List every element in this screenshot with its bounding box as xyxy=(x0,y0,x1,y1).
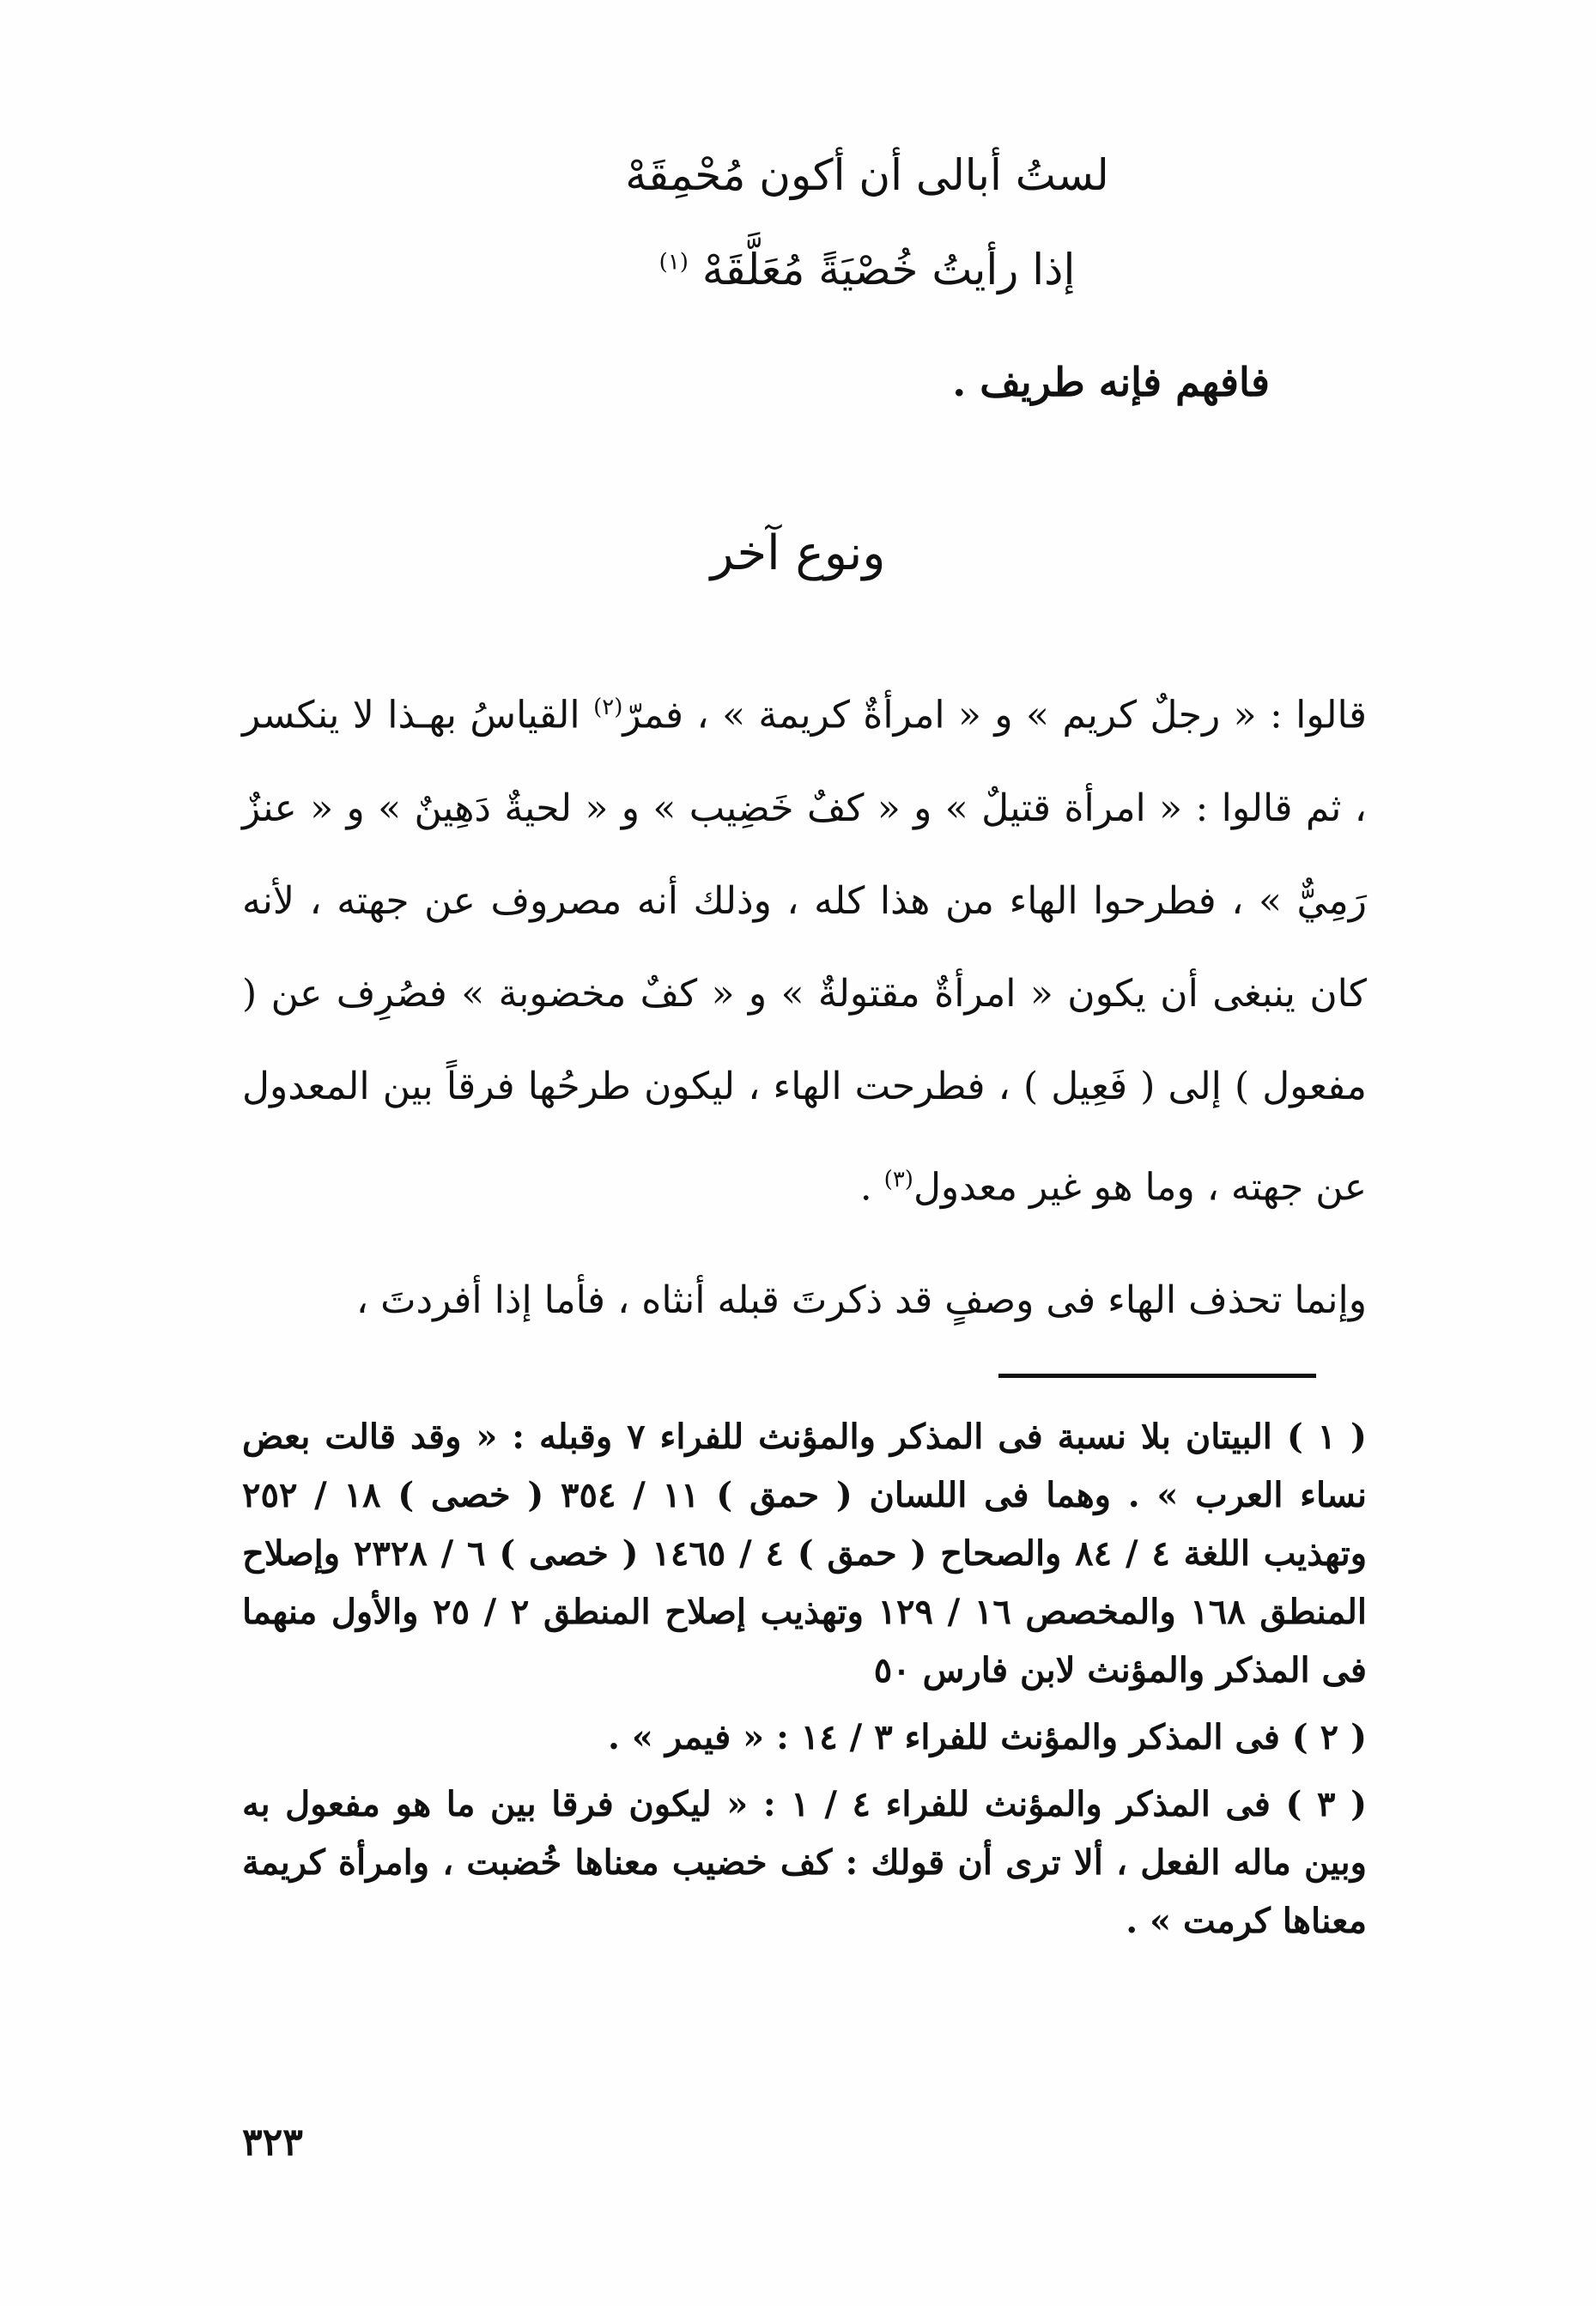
footnote-3 xyxy=(242,1775,1367,1951)
footnote-3-text: فى المذكر والمؤنث للفراء ٤ / ١ : « ليكون فرقا بين ما هو مفعول به وبين ماله الفعل ، ألا ترى أن قولك : كف خضيب معناها خُضبت ، وامرأة كريمة معناها كرمت » . xyxy=(242,1784,1367,1941)
footnote-2-marker: ( ٢ ) xyxy=(1291,1717,1367,1757)
footnotes xyxy=(242,1408,1367,1959)
footnote-2-text: فى المذكر والمؤنث للفراء ٣ / ١٤ : « فيمر » . xyxy=(608,1717,1280,1757)
body-paragraph-1 xyxy=(242,661,1367,1234)
body-text xyxy=(242,661,1367,1347)
verse-line-1 xyxy=(481,150,1253,200)
section-heading: ونوع آخر xyxy=(710,525,886,581)
verse-line-2 xyxy=(481,245,1253,294)
body-paragraph-1-part2: القياسُ بهـذا لا ينكسر ، ثم قالوا : « امرأة قتيلٌ » و « كفٌ خَضِيب » و « لحيةٌ دَهِينٌ » و « عنزٌ رَمِيٌّ » ، فطرحوا الهاء من هذا كله ، وذلك أنه مصروف عن جهته ، لأنه كان ينبغى أن يكون « امرأةٌ مقتولةٌ » و « كفٌ مخضوبة » فصُرِف عن ( مفعول ) إلى ( فَعِيل ) ، فطرحت الهاء ، ليكون طرحُها فرقاً بين المعدول عن جهته ، وما هو غير معدول xyxy=(242,693,1367,1210)
footnote-1-text: البيتان بلا نسبة فى المذكر والمؤنث للفراء ٧ وقبله : « وقد قالت بعض نساء العرب » . وهما فى اللسان ( حمق ) ١١ / ٣٥٤ ( خصى ) ١٨ / ٢٥٢ وتهذيب اللغة ٤ / ٨٤ والصحاح ( حمق ) ٤ / ١٤٦٥ ( خصى ) ٦ / ٢٣٢٨ وإصلاح المنطق ١٦٨ والمخصص ١٦ / ١٢٩ وتهذيب إصلاح المنطق ٢ / ٢٥ والأول منهما فى المذكر والمؤنث لابن فارس ٥٠ xyxy=(242,1417,1368,1690)
verse-line-2-text: إذا رأيتُ خُصْيَةً مُعَلَّقَهْ xyxy=(701,245,1076,294)
verse-line-1-text: لستُ أبالى أن أكون مُحْمِقَهْ xyxy=(625,150,1109,200)
body-paragraph-1-part1: قالوا : « رجلٌ كريم » و « امرأةٌ كريمة » ، فمرّ xyxy=(622,693,1367,737)
footnote-ref-3: (٣) xyxy=(883,1166,913,1192)
footnote-1-marker: ( ١ ) xyxy=(1286,1417,1367,1457)
page-number: ٣٢٣ xyxy=(242,2121,303,2164)
footnote-ref-2: (٢) xyxy=(593,695,623,720)
body-paragraph-1-part3: . xyxy=(859,1165,884,1210)
body-paragraph-2: وإنما تحذف الهاء فى وصفٍ قد ذكرتَ قبله أنثاه ، فأما إذا أفردتَ ، xyxy=(355,1278,1367,1323)
footnote-ref-1: (١) xyxy=(658,249,689,276)
footnote-1 xyxy=(242,1408,1367,1700)
footnote-3-marker: ( ٣ ) xyxy=(1285,1784,1368,1824)
remark-line: فافهم فإنه طريف . xyxy=(952,359,1270,405)
footnote-2 xyxy=(242,1708,1367,1767)
footnote-separator xyxy=(998,1374,1316,1378)
